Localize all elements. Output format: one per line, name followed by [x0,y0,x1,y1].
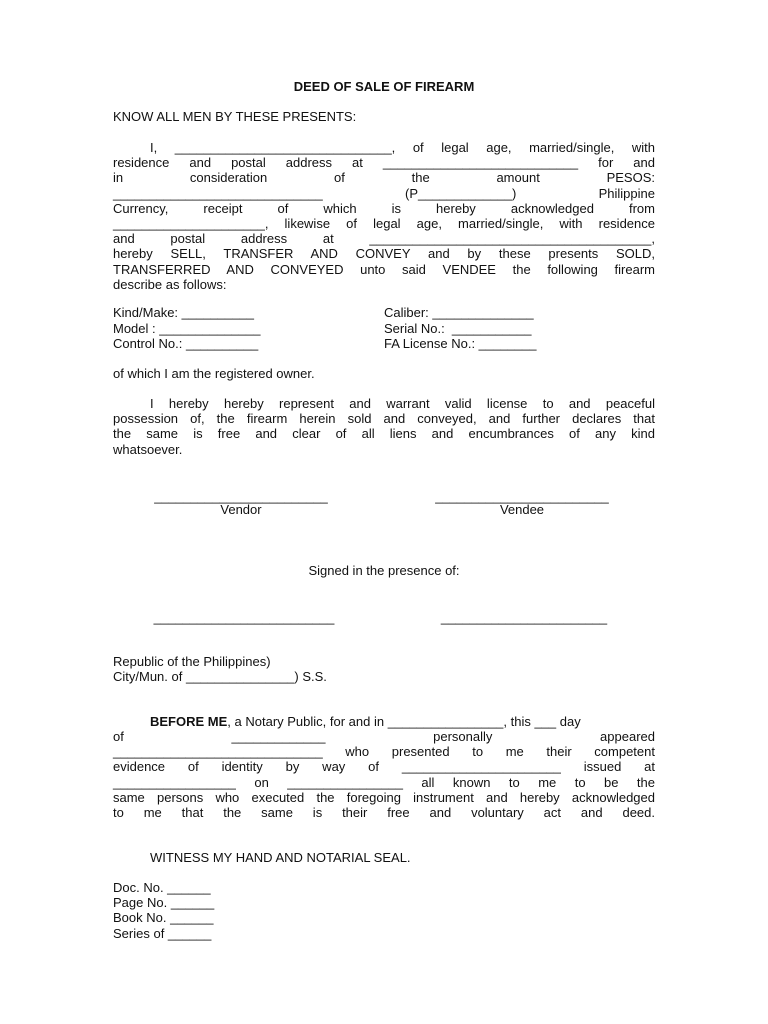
field-serial-no: Serial No.: ___________ [384,321,532,336]
book-no: Book No. ______ [113,910,214,925]
vendor-label: Vendor [220,502,262,517]
vendor-signature-line: ________________________ [154,489,328,504]
warranty-line: the same is free and clear of all liens and encumbrances of any kind [113,426,655,442]
document-title: DEED OF SALE OF FIREARM [293,79,475,94]
sale-line: TRANSFERRED AND CONVEYED unto said VENDEE the following firearm [113,261,655,277]
notary-line: to me that the same is their free and voluntary act and deed. [113,804,655,820]
warranty-paragraph [113,396,655,457]
owner-statement: of which I am the registered owner. [113,366,315,381]
sale-paragraph [113,140,655,292]
field-control-no: Control No.: __________ [113,336,259,351]
vendee-label: Vendee [499,502,545,517]
field-model: Model : ______________ [113,321,261,336]
sale-line: hereby SELL, TRANSFER AND CONVEY and by these presents SOLD, [113,246,655,262]
intro-heading: KNOW ALL MEN BY THESE PRESENTS: [113,109,357,124]
notary-paragraph [113,729,655,820]
witness-line-2: _______________________ [440,610,608,625]
witness-intro: Signed in the presence of: [308,563,460,578]
sale-line: _____________________________ (P_____________) Philippine [113,185,655,201]
notary-line: evidence of identity by way of ______________________ issued at [113,759,655,775]
before-me-label: BEFORE ME [150,714,228,729]
witness-line-1: _________________________ [153,610,335,625]
sale-line: I, ______________________________, of legal age, married/single, with [150,140,655,155]
notary-line: same persons who executed the foregoing instrument and hereby acknowledged [113,789,655,805]
field-kind-make: Kind/Make: __________ [113,305,254,320]
notary-line: _________________ on ________________ all known to me to be the [113,774,655,790]
notary-line: of _____________ personally appeared [113,729,655,744]
warranty-line: possession of, the firearm herein sold and conveyed, and further declares that [113,411,655,427]
sale-line: in consideration of the amount PESOS: [113,170,655,186]
sale-line: describe as follows: [113,276,227,292]
warranty-line: I hereby hereby represent and warrant valid license to and peaceful [150,396,655,411]
series-of: Series of ______ [113,926,212,941]
sale-line: Currency, receipt of which is hereby acknowledged from [113,200,655,216]
sale-line: and postal address at _______________________________________, [113,231,655,247]
witness-seal: WITNESS MY HAND AND NOTARIAL SEAL. [150,850,411,865]
sale-line: residence and postal address at ___________________________ for and [113,155,655,171]
notary-first-line-text: , a Notary Public, for and in ________________, this ___ day [227,714,581,729]
venue-republic: Republic of the Philippines) [113,654,271,669]
vendee-signature-line: ________________________ [435,489,609,504]
field-caliber: Caliber: ______________ [384,305,534,320]
field-fa-license: FA License No.: ________ [384,336,537,351]
doc-no: Doc. No. ______ [113,880,211,895]
page-no: Page No. ______ [113,895,215,910]
sale-line: _____________________, likewise of legal age, married/single, with residence [113,215,655,231]
notary-first-line [150,714,581,729]
warranty-line: whatsoever. [113,441,183,457]
notary-line: _____________________________ who presented to me their competent [113,744,655,760]
venue-city: City/Mun. of _______________) S.S. [113,669,327,684]
